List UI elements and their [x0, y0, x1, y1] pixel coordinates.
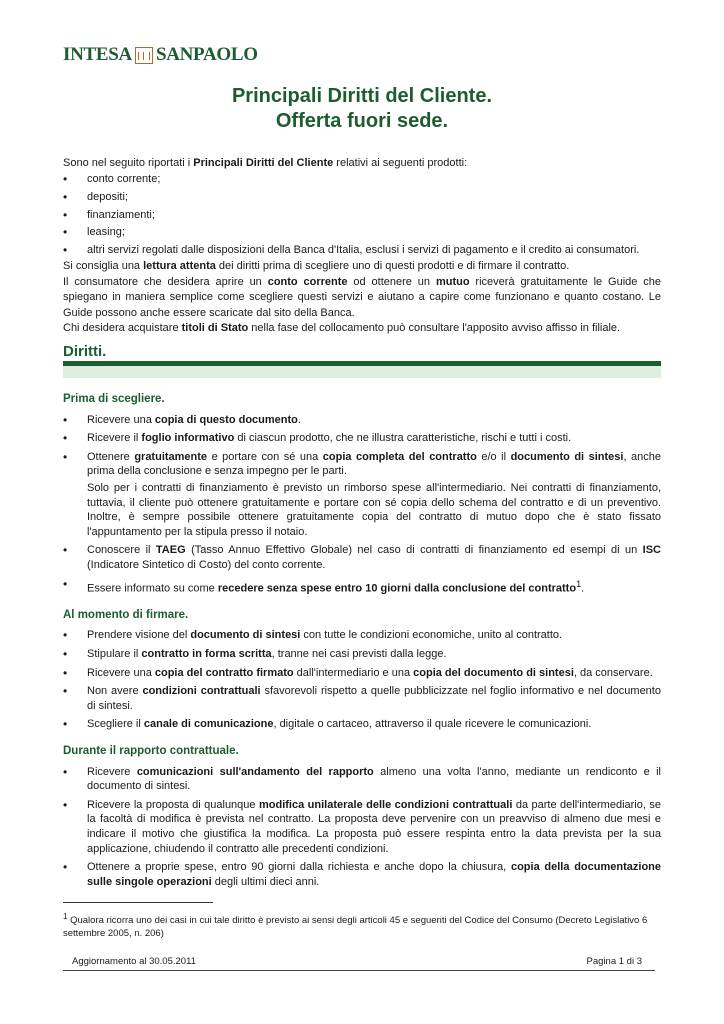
product-list: [63, 171, 661, 259]
update-date: Aggiornamento al 30.05.2011: [72, 956, 196, 967]
footnote-ref: 1: [576, 578, 582, 589]
intro-paragraph: Sono nel seguito riportati i Principali Diritti del Cliente relativi ai seguenti prodotti:: [63, 157, 468, 169]
prima-group: [63, 392, 661, 596]
rights-body: [63, 392, 661, 901]
footnote-text: Qualora ricorra uno dei casi in cui tale diritto è previsto ai sensi degli articoli 45 e seguenti del Codice del Consumo (Decreto Legislativo 6 settembre 2005, n. 206): [63, 915, 648, 940]
page-number: Pagina 1 di 3: [586, 956, 642, 967]
firmare-group: [63, 608, 661, 732]
list-item: • Essere informato su come recedere senza spese entro 10 giorni dalla conclusione del contratto$^1$.: [63, 577, 661, 596]
list-item: • Prendere visione del documento di sintesi con tutte le condizioni economiche, unito al contratto.: [63, 628, 661, 643]
prima-heading: Prima di scegliere.: [63, 393, 165, 405]
guides-paragraph: Il consumatore che desidera aprire un conto corrente od ottenere un mutuo riceverà gratuitamente le Guide che spiegano in maniera semplice come scegliere questi servizi e aiutano a capire come funzionano e quanto costano. Le Guide possono anche essere scaricate dal sito della Banca.: [63, 275, 662, 319]
footnote-divider: [63, 902, 213, 903]
firmare-heading: Al momento di firmare.: [63, 608, 189, 621]
list-item: • finanziamenti;: [63, 207, 661, 225]
durante-group: [63, 744, 661, 889]
list-item: • Ricevere il foglio informativo di ciascun prodotto, che ne illustra caratteristiche, rischi e tutti i costi.: [63, 431, 661, 446]
title-line-2: Offerta fuori sede.: [275, 110, 449, 132]
page-title: [63, 84, 661, 134]
list-item: • depositi;: [63, 189, 661, 207]
reading-advice: Si consiglia una lettura attenta dei diritti prima di scegliere uno di questi prodotti e di firmare il contratto.: [63, 260, 570, 273]
footnote-marker: 1: [63, 912, 68, 921]
list-item: • Ricevere comunicazioni sull'andamento del rapporto almeno una volta l'anno, mediante un rendiconto e il documento di sintesi.: [63, 765, 661, 794]
intesa-sanpaolo-mark-icon: [135, 47, 153, 64]
list-item: • Ottenere gratuitamente e portare con sé una copia completa del contratto e/o il documento di sintesi, anche prima della conclusione e senza impegno per le parti. Solo per i contratti di finanziamento è previsto un rimborso spese all'intermediario. Nei contratti di finanziamento, tuttavia, il cliente può ottenere gratuitamente e portare con sé copia dello schema del contratto e di un preventivo. Inoltre, è sempre possibile ottenere gratuitamente copia del contratto di mutuo dopo che è stato fissato l'appuntamento per la stipula presso il notaio.: [63, 450, 661, 540]
list-item: • Non avere condizioni contrattuali sfavorevoli rispetto a quelle pubblicizzate nel foglio informativo e nel documento di sintesi.: [63, 684, 661, 713]
list-item: • leasing;: [63, 224, 661, 242]
list-item: • Scegliere il canale di comunicazione, digitale o cartaceo, attraverso il quale ricevere le comunicazioni.: [63, 717, 661, 732]
section-title: Diritti.: [63, 343, 107, 360]
list-item: • Ricevere una copia del contratto firmato dall'intermediario e una copia del documento di sintesi, da conservare.: [63, 666, 661, 681]
list-item: • altri servizi regolati dalle disposizioni della Banca d'Italia, esclusi i servizi di pagamento e il credito ai consumatori.: [63, 242, 661, 260]
bank-logo: [63, 44, 258, 66]
list-item: • Ricevere una copia di questo documento.: [63, 413, 661, 428]
titoli-paragraph: Chi desidera acquistare titoli di Stato nella fase del collocamento può consultare l'apposito avviso affisso in filiale.: [63, 322, 621, 334]
brand-right: SANPAOLO: [155, 44, 258, 65]
brand-left: INTESA: [63, 44, 132, 65]
list-item: • Ottenere a proprie spese, entro 90 giorni dalla richiesta e anche dopo la chiusura, copia della documentazione sulle singole operazioni degli ultimi dieci anni.: [63, 860, 661, 889]
list-item: • conto corrente;: [63, 171, 661, 189]
intro-section: [63, 156, 661, 336]
list-item-detail: Solo per i contratti di finanziamento è previsto un rimborso spese all'intermediario. Nei contratti di finanziamento, tuttavia, il cliente può ottenere gratuitamente e portare con sé copia dello schema del contratto e di un preventivo. Inoltre, è sempre possibile ottenere gratuitamente copia del contratto di mutuo dopo che è stato fissato l'appuntamento per la stipula presso il notaio.: [87, 481, 661, 538]
list-item: • Ricevere la proposta di qualunque modifica unilaterale delle condizioni contrattuali da parte dell'intermediario, se la facoltà di modifica è prevista nel contratto. La proposta deve pervenire con un preavviso di almeno due mesi e indicare il motivo che giustifica la modifica. La proposta può essere respinta entro la data prevista per la sua applicazione, chiudendo il contratto alle precedenti condizioni.: [63, 798, 661, 856]
title-line-1: Principali Diritti del Cliente.: [231, 85, 493, 107]
list-item: • Stipulare il contratto in forma scritta, tranne nei casi previsti dalla legge.: [63, 647, 661, 662]
section-band: [63, 366, 661, 378]
durante-heading: Durante il rapporto contrattuale.: [63, 744, 239, 757]
footer-divider: [63, 970, 655, 971]
footnote: [63, 910, 661, 940]
list-item: • Conoscere il TAEG (Tasso Annuo Effettivo Globale) nel caso di contratti di finanziamento ed esempi di un ISC (Indicatore Sintetico di Costo) del conto corrente.: [63, 543, 661, 572]
